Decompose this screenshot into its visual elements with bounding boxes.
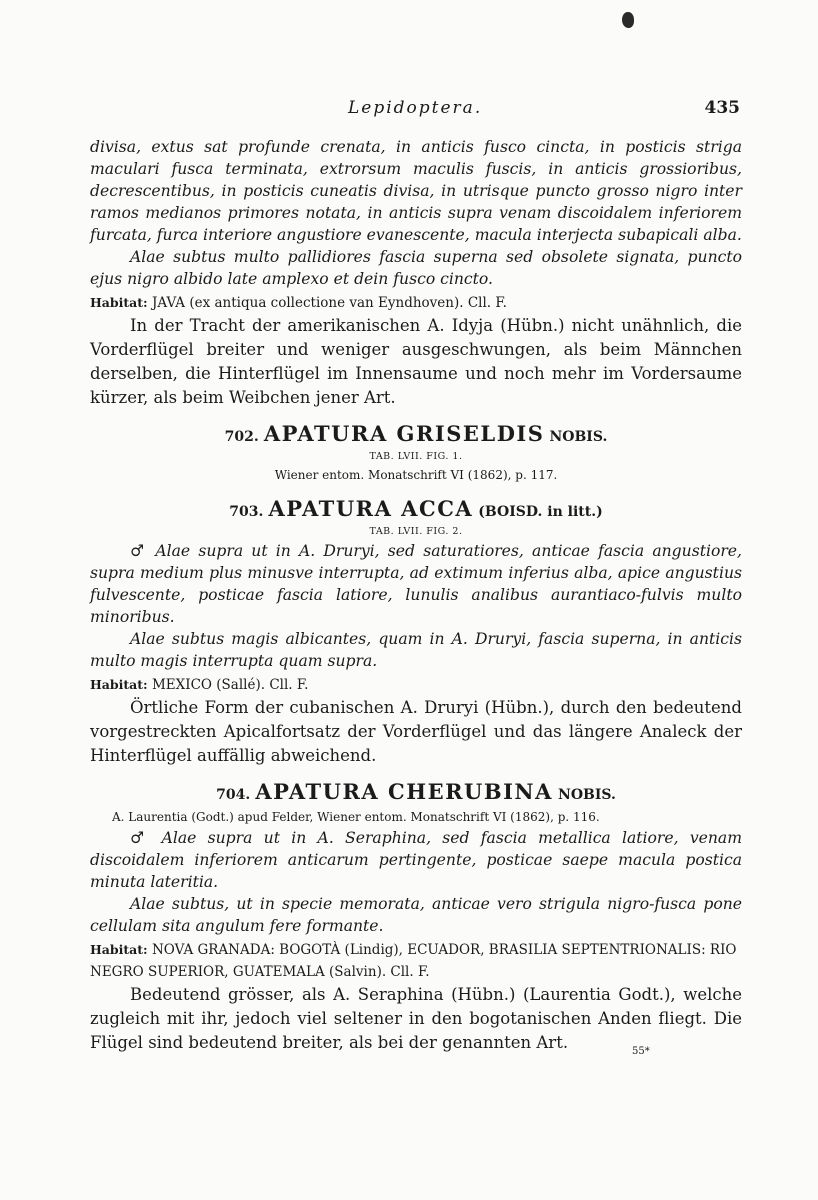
running-title: Lepidoptera. (348, 98, 483, 118)
species-703-heading (90, 497, 742, 524)
page-number: 435 (704, 98, 740, 118)
species-703-latin-underside: Alae subtus magis albicantes, quam in A. Druryi, fascia superna, in anticis multo magis interrupta quam supra. (90, 630, 742, 670)
species-number: 704. (216, 787, 251, 803)
intro-german-note: In der Tracht der amerikanischen A. Idyja (Hübn.) nicht unähnlich, die Vorderflügel breiter und weniger ausgeschwungen, als beim Männchen derselben, die Hinterflügel im Innensaume und noch mehr im Vordersaume kürzer, als beim Weibchen jener Art. (90, 316, 742, 407)
habitat-label: Habitat: (90, 942, 148, 957)
species-number: 703. (229, 504, 264, 520)
species-703-german-note: Örtliche Form der cubanischen A. Druryi (Hübn.), durch den bedeutend vorgestreckten Apicalfortsatz der Vorderflügel und das längere Analeck der Hinterflügel auffällig abweichend. (90, 698, 742, 765)
species-704-latin-underside: Alae subtus, ut in specie memorata, anticae vero strigula nigro-fusca pone cellulam sita angulum fere formante. (90, 895, 742, 935)
species-author: (BOISD. in litt.) (478, 504, 603, 520)
species-702-citation: Wiener entom. Monatschrift VI (1862), p. 117. (274, 468, 558, 482)
species-name: APATURA GRISELDIS (263, 421, 545, 446)
species-704-habitat (90, 939, 742, 983)
signature-mark: 55* (632, 1046, 650, 1057)
species-author: NOBIS. (558, 787, 616, 803)
species-703-latin-description: ♂ Alae supra ut in A. Druryi, sed saturatiores, anticae fascia angustiore, supra medium plus minusve interrupta, ad extimum inferius alba, apice angustius fulvescente, posticae fascia latiore, lunulis analibus aurantiaco-fulvis multo minoribus. (90, 542, 742, 626)
page-header (90, 98, 740, 122)
species-702-plate-ref: TAB. LVII. FIG. 1. (369, 451, 463, 462)
species-703-plate-ref: TAB. LVII. FIG. 2. (369, 526, 463, 537)
species-704-citation: A. Laurentia (Godt.) apud Felder, Wiener entom. Monatschrift VI (1862), p. 116. (112, 810, 600, 824)
habitat-text: MEXICO (Sallé). Cll. F. (151, 677, 309, 693)
species-704-latin-description: ♂ Alae supra ut in A. Seraphina, sed fascia metallica latiore, venam discoidalem inferiorem anticarum pertingente, posticae saepe macula postica minuta lateritia. (90, 829, 742, 891)
habitat-text: NOVA GRANADA: BOGOTÀ (Lindig), ECUADOR, BRASILIA SEPTENTRIONALIS: RIO NEGRO SUPERIOR, GUATEMALA (Salvin). Cll. F. (90, 942, 737, 980)
species-name: APATURA ACCA (268, 496, 474, 521)
intro-latin-description: divisa, extus sat profunde crenata, in anticis fusco cincta, in posticis striga maculari fusca terminata, extrorsum maculis fuscis, in anticis grossioribus, decrescentibus, in posticis cuneatis divisa, in utrisque puncto grosso nigro inter ramos medianos primores notata, in anticis supra venam discoidalem inferiorem furcata, furca interiore angustiore evanescente, macula interjecta subapicali alba. (90, 138, 742, 244)
species-author: NOBIS. (549, 429, 608, 445)
species-702-heading (90, 422, 742, 449)
intro-latin-underside: Alae subtus multo pallidiores fascia superna sed obsolete signata, puncto ejus nigro albido late amplexo et dein fusco cincto. (90, 248, 742, 288)
species-704-german-note: Bedeutend grösser, als A. Seraphina (Hübn.) (Laurentia Godt.), welche zugleich mit ihr, jedoch viel seltener in den bogotanischen Anden fliegt. Die Flügel sind bedeutend breiter, als bei der genannten Art. (90, 985, 742, 1052)
page-body (90, 136, 742, 1055)
ink-spot (622, 12, 634, 28)
species-name: APATURA CHERUBINA (255, 779, 553, 804)
species-703-habitat (90, 674, 742, 696)
species-number: 702. (224, 429, 259, 445)
species-704-heading (90, 780, 742, 807)
habitat-text: JAVA (ex antiqua collectione van Eyndhoven). Cll. F. (151, 295, 507, 311)
habitat-label: Habitat: (90, 295, 148, 310)
intro-habitat (90, 292, 742, 314)
habitat-label: Habitat: (90, 677, 148, 692)
